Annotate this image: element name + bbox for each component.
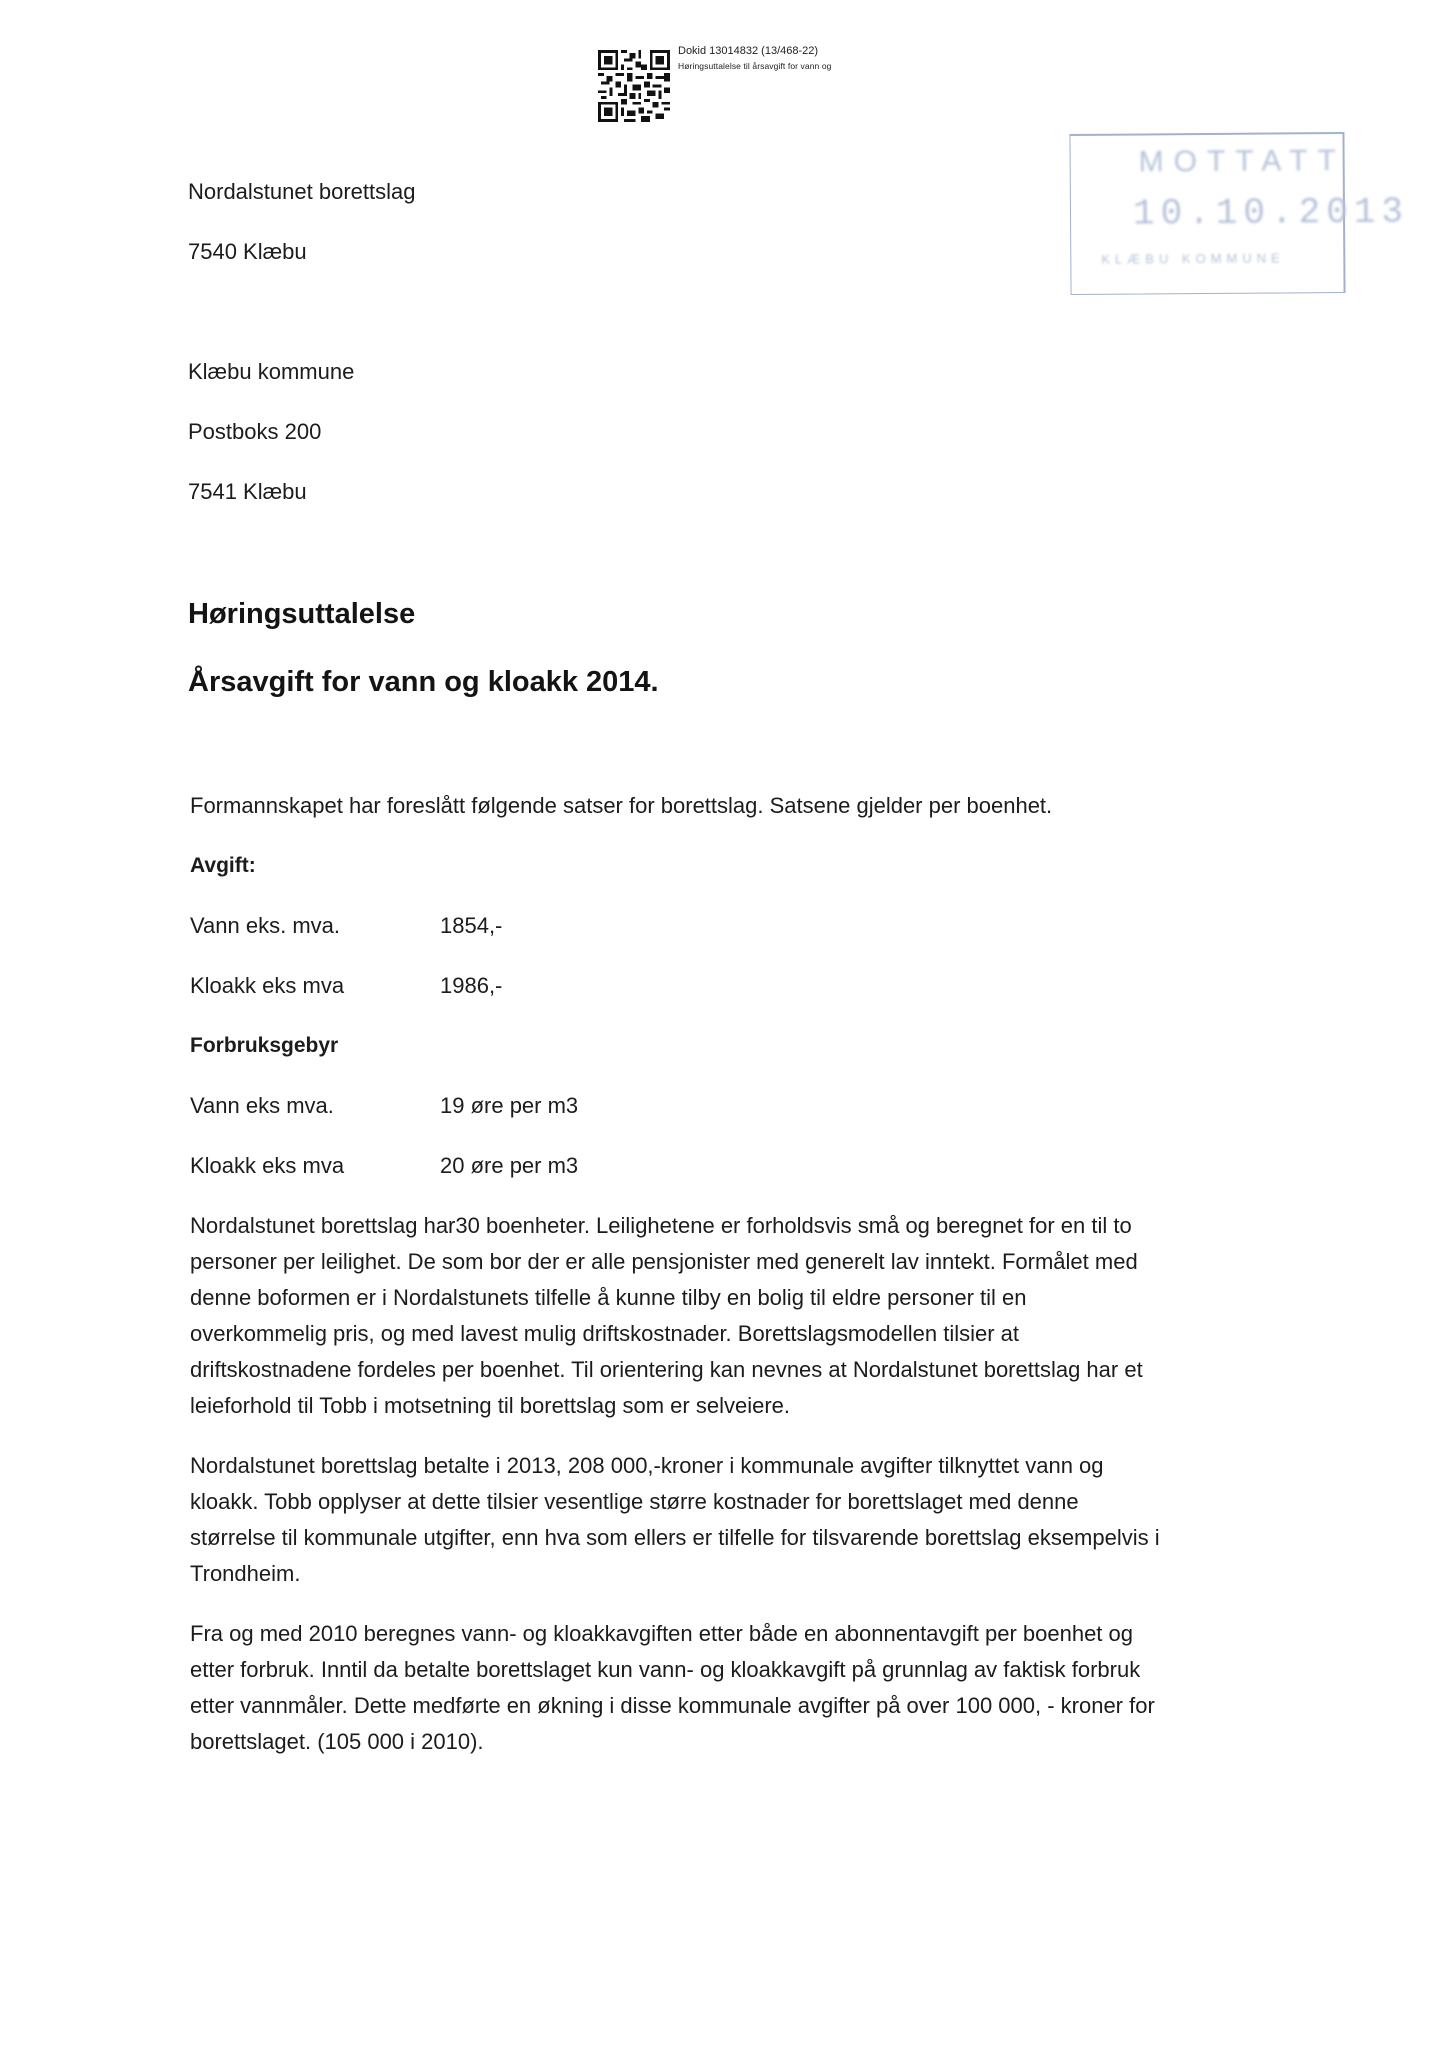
paragraph-line: Nordalstunet borettslag har30 boenheter. Leilighetene er forholdsvis små og beregnet for en til to — [190, 1213, 1132, 1238]
body-paragraph — [190, 1616, 1270, 1760]
paragraph-line: driftskostnadene fordeles per boenhet. Til orientering kan nevnes at Nordalstunet borettslag har et — [190, 1357, 1143, 1382]
paragraph-line: borettslaget. (105 000 i 2010). — [190, 1729, 484, 1754]
rate-label: Vann eks mva. — [190, 1093, 334, 1118]
recipient-box: Postboks 200 — [188, 419, 322, 444]
letter-title: Høringsuttalelse — [188, 598, 416, 630]
stamp-received-text: MOTTATT — [1138, 144, 1346, 179]
rate-value: 19 øre per m3 — [440, 1093, 579, 1118]
stamp-org-text: KLÆBU KOMMUNE — [1101, 250, 1285, 267]
rate-label: Kloakk eks mva — [190, 973, 345, 998]
rate-value: 1854,- — [440, 913, 503, 938]
forbruk-heading: Forbruksgebyr — [190, 1034, 339, 1057]
avgift-heading: Avgift: — [190, 854, 256, 877]
paragraph-line: overkommelig pris, og med lavest mulig driftskostnader. Borettslagsmodellen tilsier at — [190, 1321, 1020, 1346]
paragraph-line: Fra og med 2010 beregnes vann- og kloakkavgiften etter både en abonnentavgift per boenhet og — [190, 1621, 1134, 1646]
stamp-date-text: 10.10.2013 — [1132, 191, 1410, 235]
paragraph-line: størrelse til kommunale utgifter, enn hva som ellers er tilfelle for tilsvarende borettslag eksempelvis i — [190, 1525, 1160, 1550]
body-paragraph — [190, 1448, 1270, 1592]
doc-subject-text: Høringsuttalelse til årsavgift for vann og — [678, 61, 832, 71]
recipient-postal: 7541 Klæbu — [188, 479, 307, 504]
paragraph-line: etter vannmåler. Dette medførte en økning i disse kommunale avgifter på over 100 000, - kroner for — [190, 1693, 1155, 1718]
paragraph-line: Nordalstunet borettslag betalte i 2013, 208 000,-kroner i kommunale avgifter tilknyttet vann og — [190, 1453, 1104, 1478]
sender-postal: 7540 Klæbu — [188, 239, 307, 264]
intro-text: Formannskapet har foreslått følgende satser for borettslag. Satsene gjelder per boenhet. — [190, 793, 1053, 818]
paragraph-line: kloakk. Tobb opplyser at dette tilsier vesentlige større kostnader for borettslaget med denne — [190, 1489, 1079, 1514]
sender-name: Nordalstunet borettslag — [188, 179, 416, 204]
received-stamp — [1069, 132, 1410, 295]
rate-value: 20 øre per m3 — [440, 1153, 579, 1178]
paragraph-line: etter forbruk. Inntil da betalte borettslaget kun vann- og kloakkavgift på grunnlag av faktisk forbruk — [190, 1657, 1141, 1682]
qr-code-icon — [598, 50, 670, 122]
letter-subtitle: Årsavgift for vann og kloakk 2014. — [188, 666, 659, 698]
doc-id-text: Dokid 13014832 (13/468-22) — [678, 45, 819, 57]
recipient-name: Klæbu kommune — [188, 359, 355, 384]
document-id-label — [678, 44, 832, 74]
paragraph-line: personer per leilighet. De som bor der er alle pensjonister med generelt lav inntekt. Formålet med — [190, 1249, 1138, 1274]
rate-label: Kloakk eks mva — [190, 1153, 345, 1178]
body-paragraph — [190, 1208, 1270, 1424]
paragraph-line: denne boformen er i Nordalstunets tilfelle å kunne tilby en bolig til eldre personer til en — [190, 1285, 1027, 1310]
rate-label: Vann eks. mva. — [190, 913, 340, 938]
paragraph-line: leieforhold til Tobb i motsetning til borettslag som er selveiere. — [190, 1393, 791, 1418]
rate-value: 1986,- — [440, 973, 503, 998]
paragraph-line: Trondheim. — [190, 1561, 301, 1586]
